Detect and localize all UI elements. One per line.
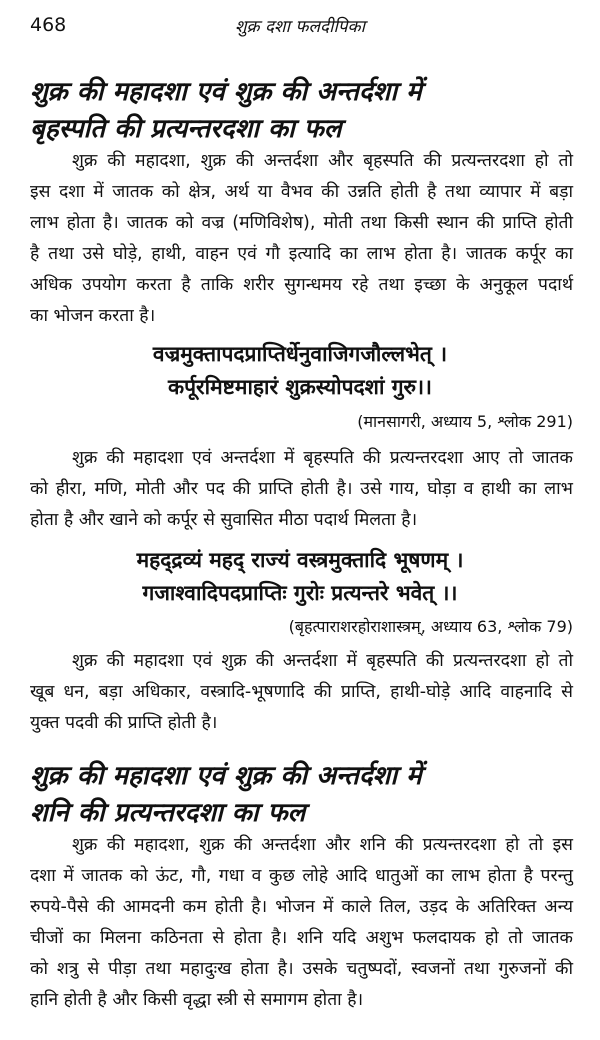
paragraph-line: होता है और खाने को कर्पूर से सुवासित मीठा पदार्थ मिलता है। xyxy=(30,510,418,530)
paragraph-line: शुक्र की महादशा एवं अन्तर्दशा में बृहस्पति की प्रत्यन्तरदशा आए तो जातक xyxy=(72,448,573,468)
section-heading: शुक्र की महादशा एवं शुक्र की अन्तर्दशा में xyxy=(30,77,422,107)
paragraph-line: लाभ होता है। जातक को वज्र (मणिविशेष), मोती तथा किसी स्थान की प्राप्ति होती xyxy=(30,213,573,233)
section-heading: शुक्र की महादशा एवं शुक्र की अन्तर्दशा में xyxy=(30,761,422,791)
page-number: 468 xyxy=(30,14,67,36)
paragraph-line: हानि होती है और किसी वृद्धा स्त्री से समागम होता है। xyxy=(30,990,364,1010)
paragraph-line: को हीरा, मणि, मोती और पद की प्राप्ति होती है। उसे गाय, घोड़ा व हाथी का लाभ xyxy=(30,479,573,499)
verse-line: गजाश्वादिपदप्राप्तिः गुरोः प्रत्यन्तरे भवेत् ।। xyxy=(142,581,458,605)
paragraph-line: अधिक उपयोग करता है ताकि शरीर सुगन्धमय रहे तथा इच्छा के अनुकूल पदार्थ xyxy=(30,275,573,295)
running-title: शुक्र दशा फलदीपिका xyxy=(235,17,365,37)
paragraph-line: खूब धन, बड़ा अधिकार, वस्त्रादि-भूषणादि की प्राप्ति, हाथी-घोड़े आदि वाहनादि से xyxy=(30,682,573,702)
section-heading: बृहस्पति की प्रत्यन्तरदशा का फल xyxy=(30,114,342,144)
verse-line: वज्रमुक्तापदप्राप्तिर्धेनुवाजिगजौल्लभेत् । xyxy=(152,342,448,366)
paragraph-line: रुपये-पैसे की आमदनी कम होती है। भोजन में काले तिल, उड़द के अतिरिक्त अन्य xyxy=(30,897,573,917)
section-heading: शनि की प्रत्यन्तरदशा का फल xyxy=(30,798,306,828)
paragraph-line: दशा में जातक को ऊंट, गौ, गधा व कुछ लोहे आदि धातुओं का लाभ होता है परन्तु xyxy=(30,866,573,886)
citation: (मानसागरी, अध्याय 5, श्लोक 291) xyxy=(357,412,573,431)
paragraph-line: युक्त पदवी की प्राप्ति होती है। xyxy=(30,713,218,733)
paragraph-line: इस दशा में जातक को क्षेत्र, अर्थ या वैभव की उन्नति होती है तथा व्यापार में बड़ा xyxy=(30,182,573,202)
paragraph-line: शुक्र की महादशा, शुक्र की अन्तर्दशा और शनि की प्रत्यन्तरदशा हो तो इस xyxy=(72,835,573,855)
verse-line: महद्द्रव्यं महद् राज्यं वस्त्रमुक्तादि भूषणम् । xyxy=(136,548,464,572)
paragraph-line: को शत्रु से पीड़ा तथा महादुःख होता है। उसके चतुष्पदों, स्वजनों तथा गुरुजनों की xyxy=(30,959,573,979)
paragraph-line: है तथा उसे घोड़े, हाथी, वाहन एवं गौ इत्यादि का लाभ होता है। जातक कर्पूर का xyxy=(30,244,573,264)
citation: (बृहत्पाराशरहोराशास्त्रम्, अध्याय 63, श्लोक 79) xyxy=(288,617,573,636)
verse-line: कर्पूरमिष्टमाहारं शुक्रस्योपदशां गुरु।। xyxy=(168,375,432,399)
paragraph-line: का भोजन करता है। xyxy=(30,306,156,326)
paragraph-line: चीजों का मिलना कठिनता से होता है। शनि यदि अशुभ फलदायक हो तो जातक xyxy=(30,928,573,948)
paragraph-line: शुक्र की महादशा, शुक्र की अन्तर्दशा और बृहस्पति की प्रत्यन्तरदशा हो तो xyxy=(72,151,573,171)
paragraph-line: शुक्र की महादशा एवं शुक्र की अन्तर्दशा में बृहस्पति की प्रत्यन्तरदशा हो तो xyxy=(72,651,573,671)
